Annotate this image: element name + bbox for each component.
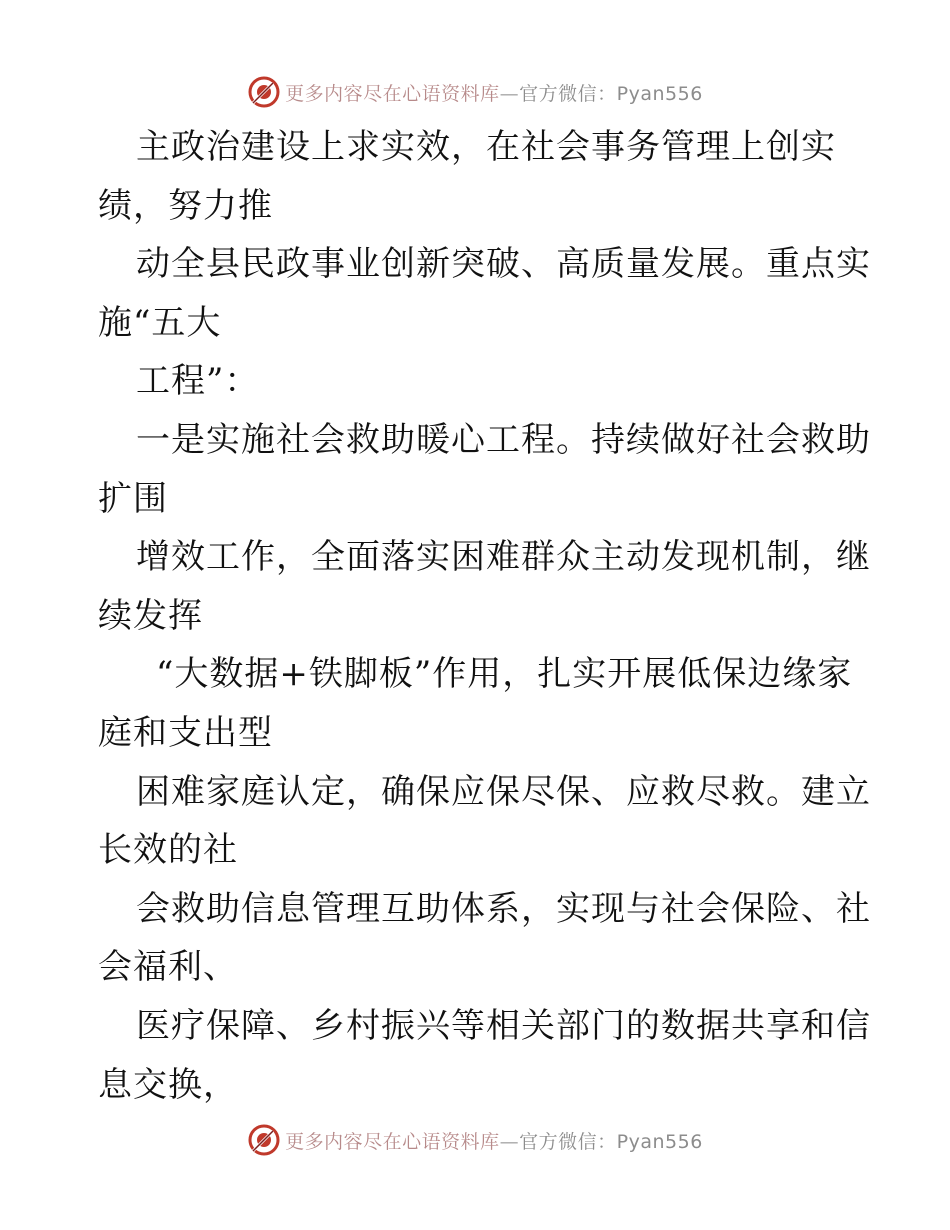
body-line: 增效工作，全面落实困难群众主动发现机制，继: [136, 537, 871, 578]
body-line: “大数据+铁脚板”作用，扎实开展低保边缘家: [156, 654, 853, 695]
body-line: 息交换，: [98, 1064, 238, 1105]
body-line: 工程”：: [136, 361, 260, 402]
body-line: 动全县民政事业创新突破、高质量发展。重点实: [136, 244, 871, 285]
watermark-contact: 官方微信：Pyan556: [519, 1130, 703, 1153]
watermark-brand: 更多内容尽在心语资料库: [285, 1130, 500, 1153]
body-line: 一是实施社会救助暖心工程。持续做好社会救助: [136, 419, 871, 460]
watermark-separator: —: [499, 82, 520, 105]
body-line: 续发挥: [98, 595, 203, 636]
header-watermark: [0, 72, 950, 112]
document-body: [98, 118, 871, 1114]
watermark-text: [285, 1127, 703, 1154]
body-line: 会救助信息管理互助体系，实现与社会保险、社: [136, 888, 871, 929]
body-line: 医疗保障、乡村振兴等相关部门的数据共享和信: [136, 1005, 871, 1046]
watermark-text: [285, 79, 703, 106]
body-line: 会福利、: [98, 947, 238, 988]
body-line: 主政治建设上求实效，在社会事务管理上创实: [136, 127, 836, 167]
watermark-separator: —: [499, 1130, 520, 1153]
body-line: 扩围: [98, 478, 168, 519]
body-line: 庭和支出型: [98, 712, 273, 753]
watermark-brand: 更多内容尽在心语资料库: [285, 82, 500, 105]
watermark-contact: 官方微信：Pyan556: [519, 82, 703, 105]
body-line: 施“五大: [98, 302, 222, 343]
body-line: 困难家庭认定，确保应保尽保、应救尽救。建立: [136, 771, 871, 812]
body-line: 长效的社: [98, 830, 238, 871]
brand-logo-icon: [247, 75, 281, 109]
footer-watermark: [0, 1120, 950, 1160]
brand-logo-icon: [247, 1123, 281, 1157]
body-line: 绩，努力推: [98, 185, 273, 226]
